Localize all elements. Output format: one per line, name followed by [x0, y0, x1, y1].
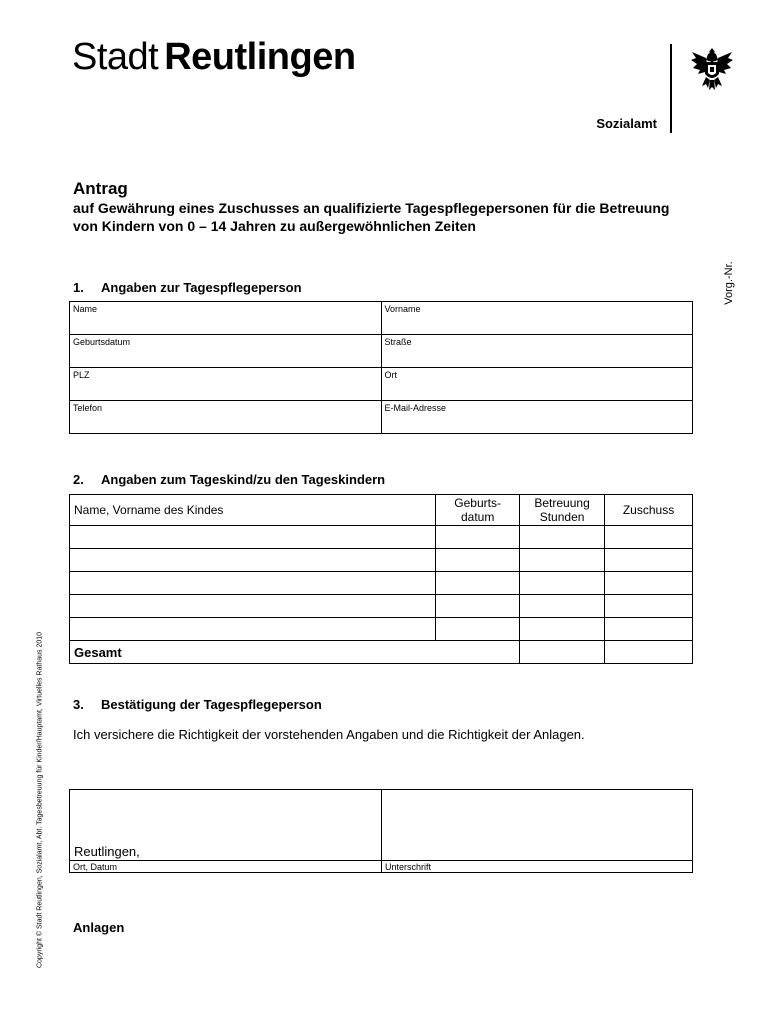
email-field[interactable]: E-Mail-Adresse [381, 401, 693, 434]
name-field[interactable]: Name [70, 302, 382, 335]
eagle-crest-icon [690, 44, 734, 92]
child-hours-cell[interactable] [520, 595, 605, 618]
child-birthdate-cell[interactable] [436, 618, 520, 641]
child-name-cell[interactable] [70, 595, 436, 618]
attachments-heading: Anlagen [73, 920, 125, 935]
case-number-label: Vorg.-Nr. [723, 261, 735, 305]
child-birthdate-cell[interactable] [436, 549, 520, 572]
phone-field[interactable]: Telefon [70, 401, 382, 434]
section1-heading: 1. Angaben zur Tagespflegeperson [73, 280, 302, 295]
col-birthdate: Geburts- datum [436, 495, 520, 526]
col-care-hours: Betreuung Stunden [520, 495, 605, 526]
table-row [70, 572, 693, 595]
child-subsidy-cell[interactable] [605, 572, 693, 595]
city-prefix: Stadt [72, 36, 159, 78]
children-table [69, 494, 693, 664]
child-subsidy-cell[interactable] [605, 549, 693, 572]
signature-box [69, 789, 693, 873]
child-subsidy-cell[interactable] [605, 526, 693, 549]
section2-heading: 2. Angaben zum Tageskind/zu den Tageskindern [73, 472, 386, 487]
children-table-header [70, 495, 693, 526]
child-subsidy-cell[interactable] [605, 618, 693, 641]
child-hours-cell[interactable] [520, 526, 605, 549]
signature-label: Unterschrift [385, 862, 432, 872]
table-row [70, 595, 693, 618]
place-text[interactable]: Reutlingen, [74, 844, 140, 859]
total-subsidy-cell[interactable] [605, 641, 693, 664]
confirmation-statement: Ich versichere die Richtigkeit der vorstehenden Angaben und die Richtigkeit der Anlagen. [73, 727, 585, 742]
child-name-cell[interactable] [70, 572, 436, 595]
col-child-name: Name, Vorname des Kindes [70, 495, 436, 526]
child-subsidy-cell[interactable] [605, 595, 693, 618]
child-name-cell[interactable] [70, 618, 436, 641]
birthdate-field[interactable]: Geburtsdatum [70, 335, 382, 368]
city-field[interactable]: Ort [381, 368, 693, 401]
postcode-field[interactable]: PLZ [70, 368, 382, 401]
place-date-label: Ort, Datum [73, 862, 118, 872]
table-row [70, 618, 693, 641]
first-name-field[interactable]: Vorname [381, 302, 693, 335]
signature-line [70, 860, 692, 861]
caregiver-details-table [69, 301, 693, 434]
form-title: Antrag [73, 179, 128, 198]
total-row [70, 641, 693, 664]
child-name-cell[interactable] [70, 549, 436, 572]
total-hours-cell[interactable] [520, 641, 605, 664]
department-name: Sozialamt [596, 116, 657, 131]
child-birthdate-cell[interactable] [436, 572, 520, 595]
table-row [70, 526, 693, 549]
total-label: Gesamt [70, 641, 520, 664]
child-birthdate-cell[interactable] [436, 526, 520, 549]
child-birthdate-cell[interactable] [436, 595, 520, 618]
section3-heading: 3. Bestätigung der Tagespflegeperson [73, 697, 322, 712]
child-name-cell[interactable] [70, 526, 436, 549]
city-logo-wordmark [72, 38, 356, 76]
col-subsidy: Zuschuss [605, 495, 693, 526]
child-hours-cell[interactable] [520, 618, 605, 641]
child-hours-cell[interactable] [520, 572, 605, 595]
child-hours-cell[interactable] [520, 549, 605, 572]
copyright-notice: Copyright © Stadt Reutlingen, Sozialamt, Abt. Tagesbetreuung für Kinder/Hauptamt, Virtuelles Rathaus 2010 [36, 631, 44, 969]
table-row [70, 549, 693, 572]
header-divider [670, 44, 672, 133]
street-field[interactable]: Straße [381, 335, 693, 368]
city-name: Reutlingen [164, 36, 356, 78]
form-subtitle: auf Gewährung eines Zuschusses an qualifizierte Tagespflegepersonen für die Betreuung von Kindern von 0 – 14 Jahren zu außergewöhnlichen Zeiten [73, 200, 670, 234]
